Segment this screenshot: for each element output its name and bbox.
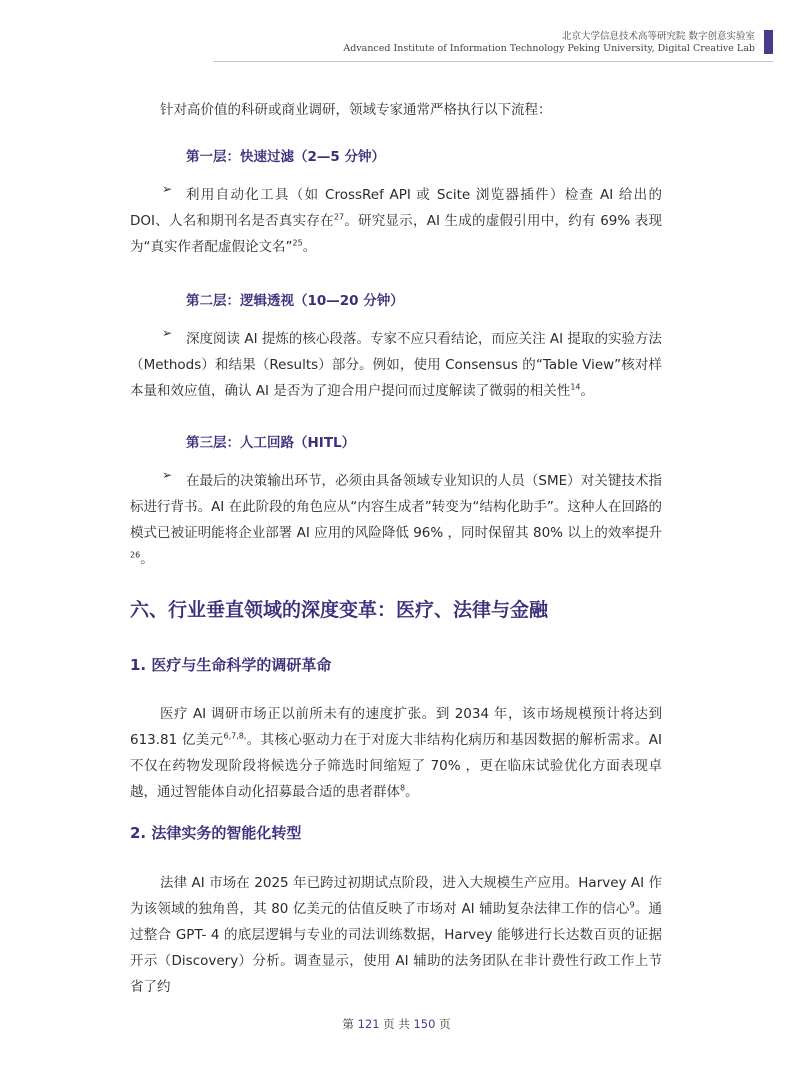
citation: 6,7,8,	[223, 731, 247, 741]
citation: 27	[333, 212, 345, 222]
layer-1-item	[130, 182, 662, 260]
bullet-arrow-icon: ➢	[162, 182, 173, 196]
layer-3-text: 在最后的决策输出环节，必须由具备领域专业知识的人员（SME）对关键技术指标进行背书。AI 在此阶段的角色应从“内容生成者”转变为“结构化助手”。这种人在回路的模式已被证明能将企业部署 AI 应用的风险降低 96% ，同时保留其 80% 以上的效率提升$^{26}$。	[130, 473, 662, 567]
layer-1-text: 利用自动化工具（如 CrossRef API 或 Scite 浏览器插件）检查 AI 给出的 DOI、人名和期刊名是否真实存在$^{27}$。研究显示，AI 生成的虚假引用中，约有 69% 表现为“真实作者配虚假论文名”$^{25}$。	[130, 187, 662, 255]
page-header	[213, 28, 773, 62]
header-institution-cn: 北京大学信息技术高等研究院 数字创意实验室	[561, 31, 755, 42]
subsection-2-body	[130, 870, 662, 1000]
citation: 26	[130, 550, 141, 560]
header-accent-bar	[764, 30, 773, 54]
citation: 25	[292, 238, 303, 248]
footer-suffix: 页	[439, 1017, 451, 1031]
bullet-arrow-icon: ➢	[162, 468, 173, 482]
subsection-1-text: 医疗 AI 调研市场正以前所未有的速度扩张。到 2034 年，该市场规模预计将达到 613.81 亿美元$^{6,7,8,}$。其核心驱动力在于对庞大非结构化病历和基因数据的解析需求。AI 不仅在药物发现阶段将候选分子筛选时间缩短了 70% ，更在临床试验优化方面表现卓越，通过智能体自动化招募最合适的患者群体$^8$。	[130, 706, 662, 800]
layer-2-title: 第二层：逻辑透视（10—20 分钟）	[186, 293, 404, 309]
total-pages: 150	[413, 1017, 436, 1031]
bullet-arrow-icon: ➢	[162, 326, 173, 340]
page-footer	[0, 1016, 793, 1032]
section-heading: 六、行业垂直领域的深度变革：医疗、法律与金融	[130, 599, 549, 621]
citation: 14	[570, 382, 581, 392]
layer-3-item	[130, 468, 662, 572]
page-number: 121	[357, 1017, 380, 1031]
subsection-2-text: 法律 AI 市场在 2025 年已跨过初期试点阶段，进入大规模生产应用。Harvey AI 作为该领域的独角兽，其 80 亿美元的估值反映了市场对 AI 辅助复杂法律工作的信心$^9$。通过整合 GPT- 4 的底层逻辑与专业的司法训练数据，Harvey 能够进行长达数百页的证据开示（Discovery）分析。调查显示，使用 AI 辅助的法务团队在非计费性行政工作上节省了约	[130, 875, 663, 995]
subsection-1-body	[130, 701, 662, 805]
citation: 9	[629, 900, 635, 910]
subsection-1-heading: 1. 医疗与生命科学的调研革命	[130, 656, 332, 674]
footer-prefix: 第	[342, 1017, 354, 1031]
citation: 8	[400, 783, 406, 793]
layer-1-title: 第一层：快速过滤（2—5 分钟）	[186, 149, 385, 165]
header-divider	[213, 61, 773, 62]
intro-paragraph: 针对高价值的科研或商业调研，领域专家通常严格执行以下流程：	[160, 102, 552, 118]
footer-middle: 页 共	[383, 1017, 410, 1031]
layer-2-text: 深度阅读 AI 提炼的核心段落。专家不应只看结论，而应关注 AI 提取的实验方法（Methods）和结果（Results）部分。例如，使用 Consensus 的“Table View”核对样本量和效应值，确认 AI 是否为了迎合用户提问而过度解读了微弱的相关性$^{14}$。	[130, 331, 662, 399]
layer-3-title: 第三层：人工回路（HITL）	[186, 435, 356, 451]
header-institution-en: Advanced Institute of Information Technology Peking University, Digital Creative Lab	[343, 43, 755, 54]
subsection-2-heading: 2. 法律实务的智能化转型	[130, 824, 302, 842]
layer-2-item	[130, 326, 662, 404]
